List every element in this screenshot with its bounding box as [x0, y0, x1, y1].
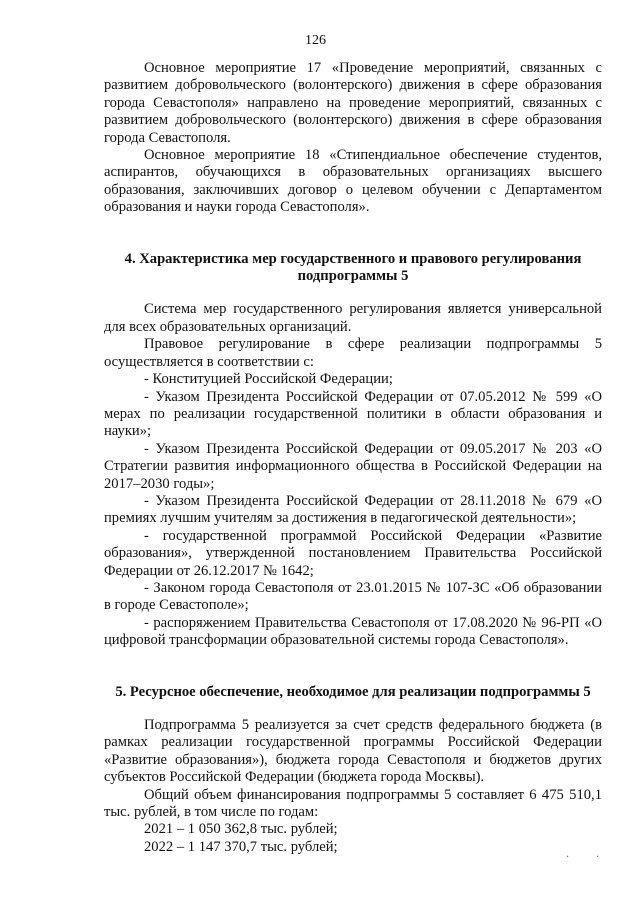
legal-basis-item: - Указом Президента Российской Федерации от 09.05.2017 № 203 «О Стратегии развития информационного общества в Российской Федерации на 2017–2030 годы»;	[104, 440, 602, 492]
legal-basis-item: - распоряжением Правительства Севастополя от 17.08.2020 № 96-РП «О цифровой трансформации образовательной системы города Севастополя».	[104, 614, 602, 649]
page-number: 126	[305, 33, 326, 48]
legal-basis-item: - государственной программой Российской Федерации «Развитие образования», утвержденной постановлением Правительства Российской Федерации от 26.12.2017 № 1642;	[104, 527, 602, 579]
section-4-heading-line1: 4. Характеристика мер государственного и правового регулирования	[124, 250, 582, 267]
spacer	[104, 701, 602, 717]
paragraph-event-17: Основное мероприятие 17 «Проведение мероприятий, связанных с развитием добровольческого (волонтерского) движения в сфере образования города Севастополя» направлено на проведение мероприятий, связанных с развитием добровольческого (волонтерского) движения в сфере образования города Севастополя.	[104, 60, 602, 146]
section-4-heading	[104, 251, 602, 286]
section-5-paragraph-1: Подпрограмма 5 реализуется за счет средств федерального бюджета (в рамках реализации государственной программы Российской Федерации «Развитие образования»), бюджета города Севастополя и бюджетов других субъектов Российской Федерации (бюджета города Москвы).	[104, 717, 602, 786]
paragraph-event-18: Основное мероприятие 18 «Стипендиальное обеспечение студентов, аспирантов, обучающихся в образовательных организациях высшего образования, заключивших договор о целевом обучении с Департаментом образования и науки города Севастополя».	[104, 147, 602, 216]
footer-marks: . .	[566, 846, 611, 860]
legal-basis-item: - Конституцией Российской Федерации;	[144, 371, 393, 388]
legal-basis-item: - Законом города Севастополя от 23.01.2015 № 107-ЗС «Об образовании в городе Севастополе»;	[104, 579, 602, 614]
section-4-heading-line2: подпрограммы 5	[297, 268, 409, 285]
legal-basis-item: - Указом Президента Российской Федерации от 28.11.2018 № 679 «О премиях лучшим учителям за достижения в педагогической деятельности»;	[104, 492, 602, 527]
spacer	[104, 650, 602, 684]
section-5-heading: 5. Ресурсное обеспечение, необходимое для реализации подпрограммы 5	[115, 683, 591, 700]
section-4-paragraph-1: Система мер государственного регулирования является универсальной для всех образовательных организаций.	[104, 301, 602, 335]
spacer	[104, 217, 602, 251]
page-content	[104, 60, 602, 856]
section-4-paragraph-2: Правовое регулирование в сфере реализации подпрограммы 5 осуществляется в соответствии с:	[104, 336, 602, 370]
spacer	[104, 285, 602, 301]
funding-year-item: 2021 – 1 050 362,8 тыс. рублей;	[144, 821, 338, 838]
legal-basis-item: - Указом Президента Российской Федерации от 07.05.2012 № 599 «О мерах по реализации государственной политики в области образования и науки»;	[104, 388, 602, 440]
section-5-paragraph-2: Общий объем финансирования подпрограммы 5 составляет 6 475 510,1 тыс. рублей, в том числе по годам:	[104, 786, 602, 821]
funding-year-item: 2022 – 1 147 370,7 тыс. рублей;	[144, 838, 338, 855]
